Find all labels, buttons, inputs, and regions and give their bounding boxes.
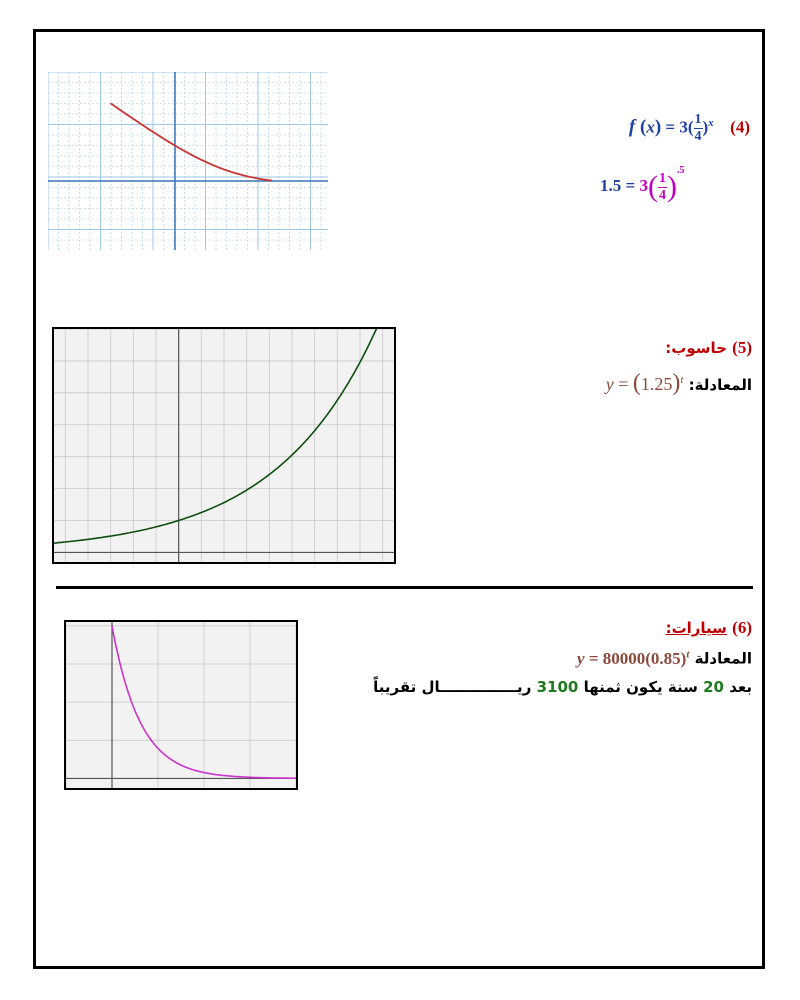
item-6-equation-label: المعادلة [694, 649, 752, 668]
item-6-sentence [292, 678, 752, 696]
item-6-equation-line [452, 648, 752, 669]
item-5-title: حاسوب: [665, 339, 727, 357]
item-5-number: (5) [732, 338, 752, 357]
item-5-equation: $y = (1.25)^t$ [605, 370, 684, 396]
eq4-coef: 3 [679, 117, 688, 137]
eq5-y: y [605, 374, 614, 394]
eq6-base: 0.85 [650, 648, 681, 668]
check-lhs: 1.5 [600, 176, 622, 195]
check-frac-num: 1 [658, 170, 666, 186]
item-6-title: سيارات: [665, 619, 727, 637]
item-4-equation: f (x) = 3( $\frac{1}{4}$ )$^x$ (4) [628, 112, 750, 144]
eq4-frac-num: 1 [694, 112, 702, 127]
item-6-equation: $y = 80000(0.85)^t$ [577, 648, 690, 668]
sentence-middle: سنة يكون ثمنها [583, 678, 698, 696]
check-exponent: .5 [676, 165, 685, 176]
sentence-prefix: بعد [729, 678, 752, 696]
item-4-check-equation: 1.5 = 3( $\frac{1}{4}$ )$^{.5}$ [600, 165, 685, 204]
item-6-header [452, 618, 752, 638]
eq6-y: y [577, 648, 585, 668]
eq6-exponent: t [686, 648, 690, 660]
item-5-equation-line [452, 370, 752, 397]
chart-item-6 [64, 620, 298, 790]
eq5-exponent: t [680, 374, 684, 386]
eq4-exponent: x [708, 116, 714, 129]
check-frac-den: 4 [658, 187, 666, 203]
item-6-number: (6) [732, 618, 752, 637]
check-coef: 3 [639, 176, 648, 195]
eq4-f-label: f [628, 116, 636, 138]
eq4-frac-den: 4 [694, 129, 702, 144]
item-4-number: (4) [730, 117, 750, 137]
sentence-years: 20 [703, 678, 724, 696]
eq6-coef: 80000 [602, 648, 646, 668]
item-5-header [452, 338, 752, 358]
chart-item-5 [52, 327, 396, 564]
eq5-base: 1.25 [640, 374, 673, 394]
chart-item-4 [48, 72, 328, 250]
sentence-suffix: ريـــــــــــــــال تقريباً [373, 678, 532, 696]
section-divider [56, 586, 753, 589]
sentence-price: 3100 [536, 678, 579, 696]
item-5-equation-label: المعادلة: [688, 376, 752, 394]
eq4-x-label: x [646, 117, 655, 137]
